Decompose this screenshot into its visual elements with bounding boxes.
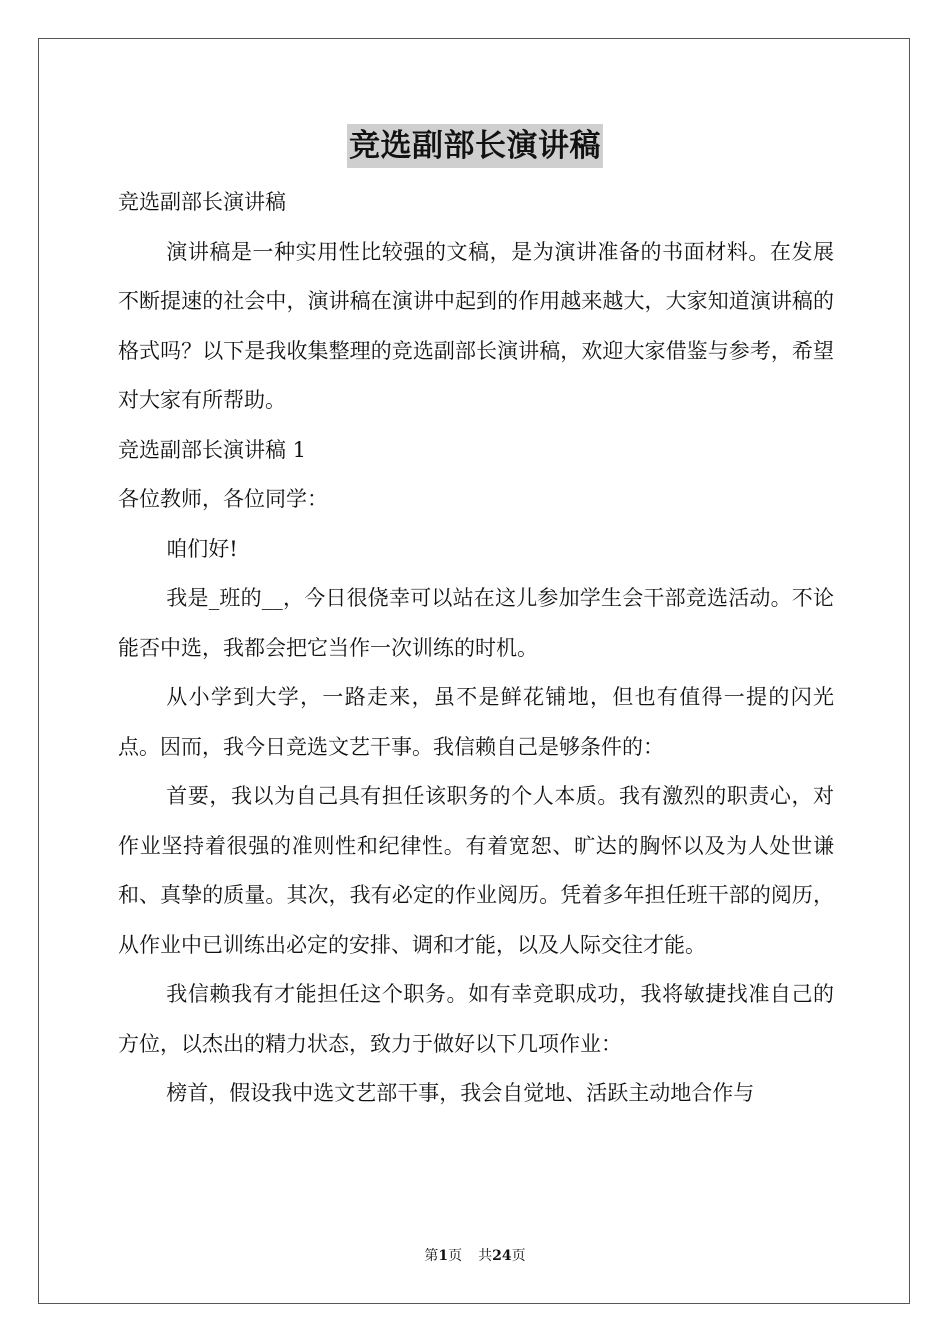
subtitle-paragraph: 竞选副部长演讲稿 [118,190,286,214]
document-title [0,124,950,168]
page-suffix: 页 [448,1248,463,1264]
page-footer [0,1246,950,1266]
page-number: 1 [438,1248,449,1264]
section-heading: 竞选副部长演讲稿 1 [118,437,307,462]
document-title-text: 竞选副部长演讲稿 [347,124,603,168]
page-prefix: 第 [424,1248,439,1264]
total-prefix: 共 [478,1248,493,1264]
total-pages: 24 [492,1248,512,1264]
body-paragraph: 首要，我以为自己具有担任该职务的个人本质。我有激烈的职责心，对作业坚持着很强的准则性和纪律性。有着宽恕、旷达的胸怀以及为人处世谦和、真挚的质量。其次，我有必定的作业阅历。凭着多年担任班干部的阅历，从作业中已训练出必定的安排、调和才能，以及人际交往才能。 [118,784,834,957]
salutation-paragraph: 各位教师，各位同学： [118,487,328,511]
total-suffix: 页 [511,1248,526,1264]
greeting-paragraph: 咱们好! [166,536,238,561]
body-paragraph: 我信赖我有才能担任这个职务。如有幸竞职成功，我将敏捷找准自己的方位，以杰出的精力状态，致力于做好以下几项作业： [118,982,834,1056]
body-paragraph: 从小学到大学，一路走来，虽不是鲜花铺地，但也有值得一提的闪光点。因而，我今日竞选文艺干事。我信赖自己是够条件的： [118,685,834,759]
body-paragraph: 我是_班的__，今日很侥幸可以站在这儿参加学生会干部竞选活动。不论能否中选，我都会把它当作一次训练的时机。 [118,586,834,660]
intro-paragraph: 演讲稿是一种实用性比较强的文稿，是为演讲准备的书面材料。在发展不断提速的社会中，演讲稿在演讲中起到的作用越来越大，大家知道演讲稿的格式吗？以下是我收集整理的竞选副部长演讲稿，欢迎大家借鉴与参考，希望对大家有所帮助。 [118,239,834,412]
body-paragraph: 榜首，假设我中选文艺部干事，我会自觉地、活跃主动地合作与 [166,1081,755,1105]
document-body [118,178,834,1119]
